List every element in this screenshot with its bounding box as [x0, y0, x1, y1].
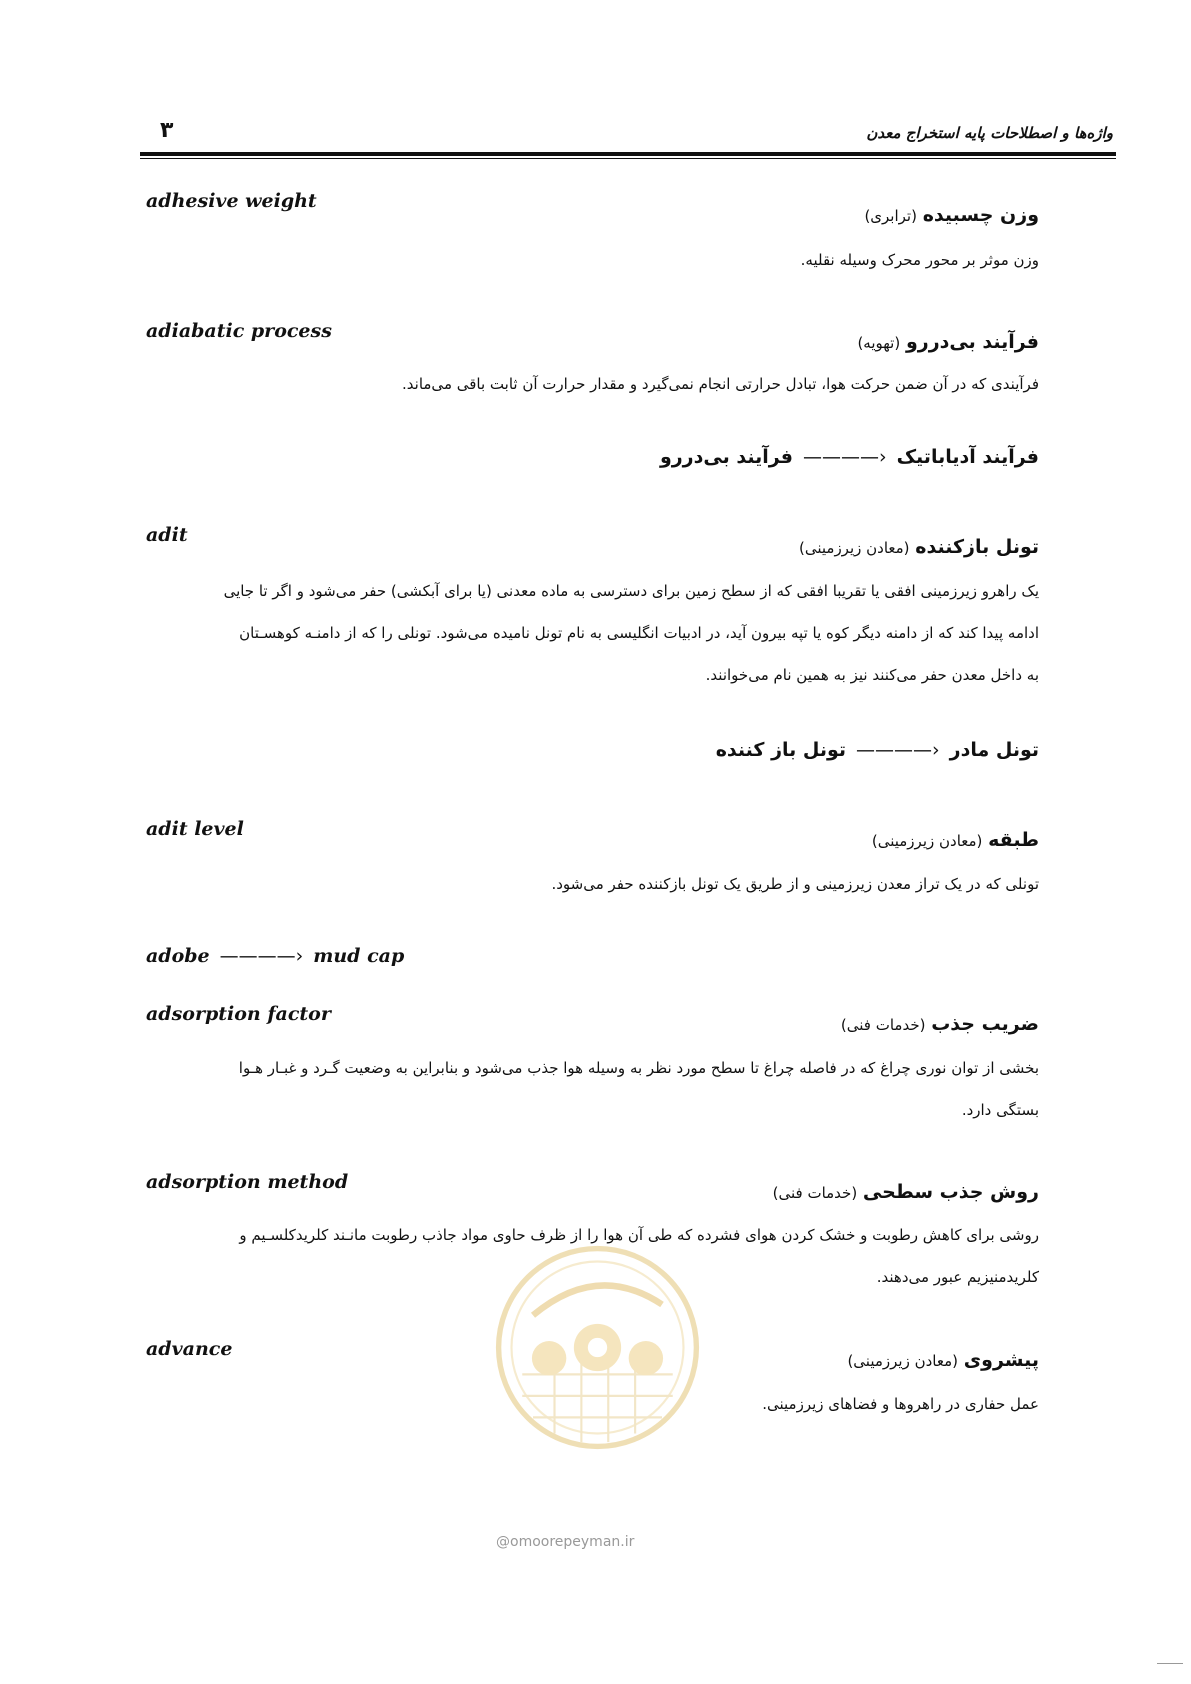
entry-category: (معادن زیرزمینی) — [847, 1352, 958, 1370]
entry-term-en: adit level — [146, 818, 244, 840]
ref-from: فرآیند آدیاباتیک — [896, 446, 1039, 468]
entry-definition — [159, 570, 1039, 696]
definition-line: فرآیندی که در آن ضمن حرکت هوا، تبادل حرارتی انجام نمی‌گیرد و مقدار حرارت آن ثابت باقی می‌ماند. — [402, 375, 1039, 393]
watermark-url: @omoorepeyman.ir — [496, 1534, 635, 1550]
entry-term-fa: پیشروی — [963, 1349, 1039, 1371]
entry-term-fa: فرآیند بی‌دررو — [905, 331, 1039, 353]
entry-heading-fa — [872, 829, 1039, 851]
entry-category: (خدمات فنی) — [772, 1184, 858, 1202]
page-edge-mark — [1157, 1663, 1183, 1664]
ref-to: فرآیند بی‌دررو — [659, 446, 793, 468]
entry-definition — [139, 239, 1039, 281]
header-rule-thin — [140, 158, 1116, 159]
entry-definition — [159, 1383, 1039, 1425]
entry-term-fa: طبقه — [988, 829, 1039, 851]
cross-reference — [660, 446, 1039, 468]
entry-category: (ترابری) — [864, 207, 917, 225]
entry-heading-fa — [841, 1013, 1039, 1035]
arrow-right-icon: ————› — [219, 945, 304, 967]
english-cross-reference — [146, 945, 404, 967]
entry-term-en: adsorption method — [146, 1171, 349, 1193]
definition-line: کلریدمنیزیم عبور می‌دهند. — [876, 1268, 1039, 1286]
entry-term-fa: ضریب جذب — [931, 1013, 1039, 1035]
entry-heading-fa — [864, 204, 1039, 226]
ref-to: تونل باز کننده — [715, 739, 847, 761]
definition-line: وزن موثر بر محور محرک وسیله نقلیه. — [800, 251, 1039, 269]
entry-term-en: adsorption factor — [146, 1003, 331, 1025]
entry-term-en: adit — [146, 524, 188, 546]
running-header-title: واژه‌ها و اصطلاحات پایه استخراج معدن — [866, 124, 1113, 142]
definition-line: بخشی از توان نوری چراغ که در فاصله چراغ تا سطح مورد نظر به وسیله هوا جذب می‌شود و بنابراین به وضعیت گـرد و غبـار هـوا — [238, 1059, 1039, 1077]
entry-heading-fa — [847, 1349, 1039, 1371]
arrow-left-icon: ‹———— — [802, 446, 887, 468]
cross-reference — [716, 739, 1039, 761]
header-rule-thick — [140, 152, 1116, 156]
page-number: ۳ — [160, 118, 174, 143]
entry-heading-fa — [773, 1181, 1039, 1203]
entry-term-en: adiabatic process — [146, 320, 332, 342]
definition-line: به داخل معدن حفر می‌کنند نیز به همین نام می‌خوانند. — [705, 666, 1039, 684]
entry-heading-fa — [857, 331, 1039, 353]
ref-from-en: adobe — [146, 945, 210, 967]
entry-category: (معادن زیرزمینی) — [799, 539, 910, 557]
entry-category: (معادن زیرزمینی) — [871, 832, 983, 850]
entry-term-fa: روش جذب سطحی — [862, 1181, 1039, 1203]
entry-definition — [159, 1047, 1039, 1131]
entry-term-fa: تونل بازکننده — [915, 536, 1039, 558]
entry-term-en: adhesive weight — [146, 190, 317, 212]
definition-line: تونلی که در یک تراز معدن زیرزمینی و از طریق یک تونل بازکننده حفر می‌شود. — [551, 875, 1039, 893]
definition-line: روشی برای کاهش رطوبت و خشک کردن هوای فشرده که طی آن هوا را از ظرف حاوی مواد جاذب رطوبت مانـند کلریدکلسـیم و — [239, 1226, 1039, 1244]
entry-definition — [139, 363, 1039, 405]
entry-category: (خدمات فنی) — [840, 1016, 926, 1034]
entry-heading-fa — [799, 536, 1039, 558]
entry-category: (تهویه) — [857, 334, 901, 352]
definition-line: بستگی دارد. — [961, 1101, 1039, 1119]
entry-term-fa: وزن چسبیده — [922, 204, 1039, 226]
ref-from: تونل مادر — [949, 739, 1039, 761]
definition-line: عمل حفاری در راهروها و فضاهای زیرزمینی. — [762, 1395, 1039, 1413]
definition-line: یک راهرو زیرزمینی افقی یا تقریبا افقی که از سطح زمین برای دسترسی به ماده معدنی (یا برای آبکشی) حفر می‌شود و اگر تا جایی — [223, 582, 1039, 600]
arrow-left-icon: ‹———— — [856, 739, 940, 761]
ref-to-en: mud cap — [313, 945, 405, 967]
entry-term-en: advance — [146, 1338, 233, 1360]
definition-line: ادامه پیدا کند که از دامنه دیگر کوه یا تپه بیرون آید، در ادبیات انگلیسی به نام تونل نامیده می‌شود. تونلی را که از دامنـه کوهسـتان — [239, 624, 1039, 642]
entry-definition — [159, 863, 1039, 905]
